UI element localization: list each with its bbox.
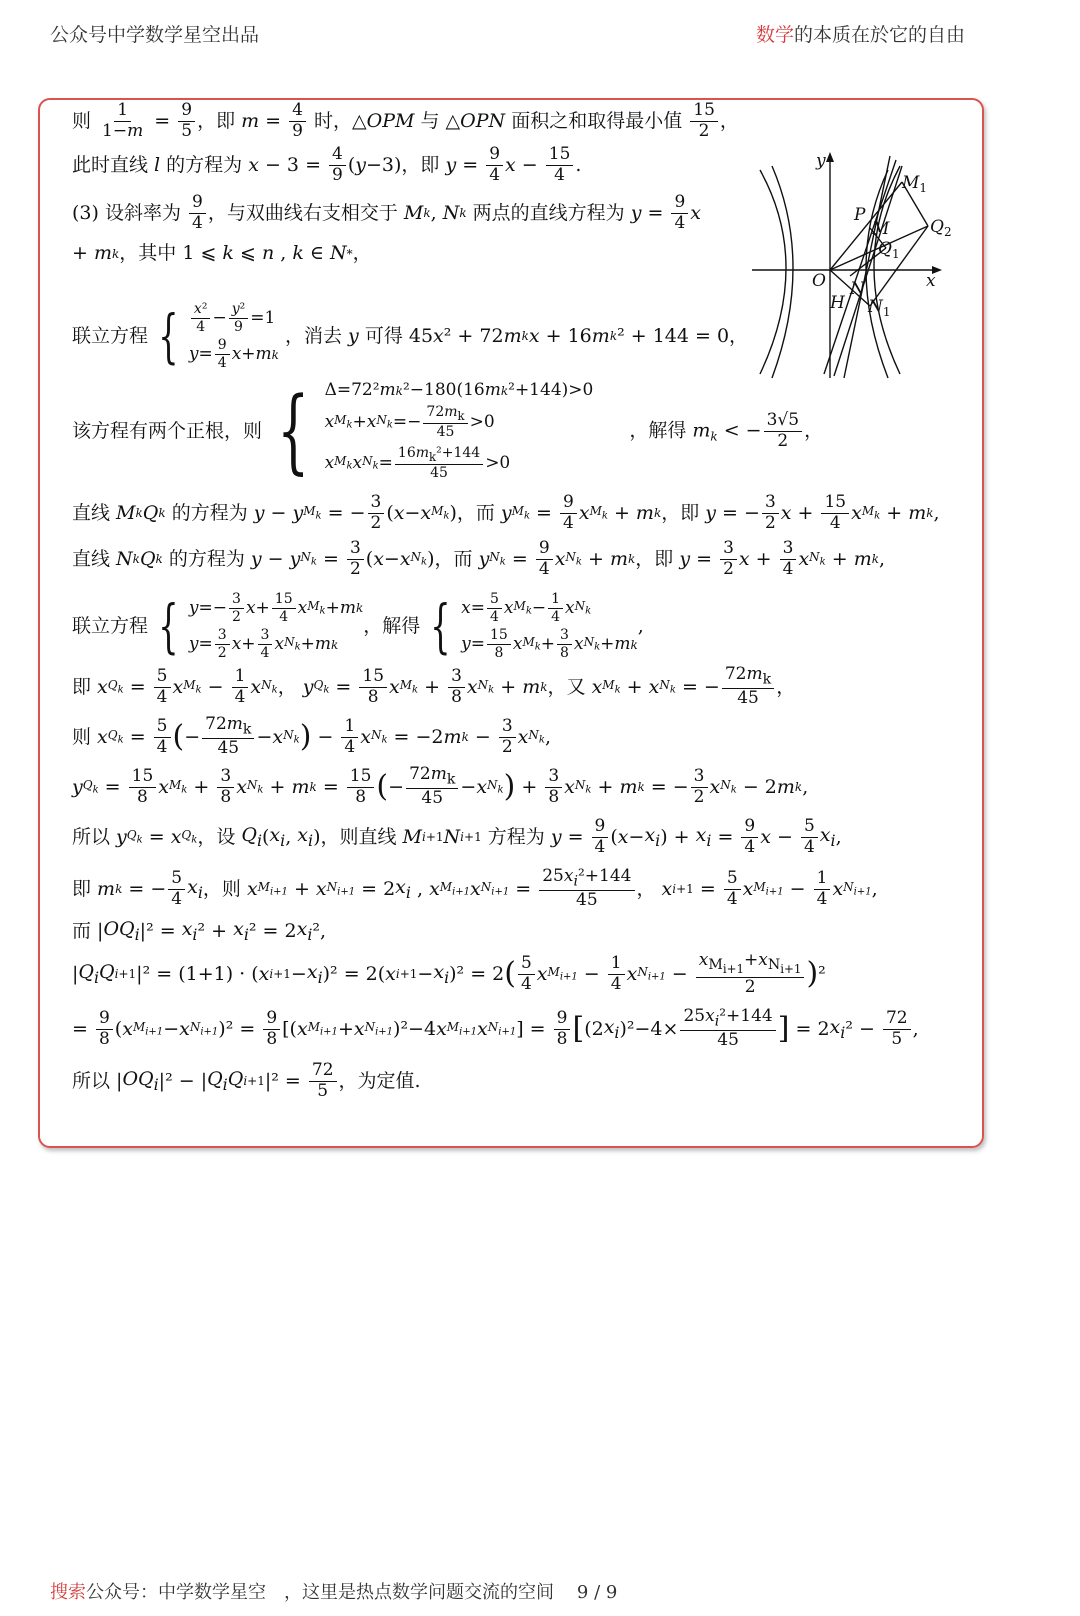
solution-line-18: 所以 | $OQ_i$ |² − | $Q_iQ$ i+1 |² = $\frac{72}{5}$ ，为定值. — [72, 1060, 421, 1101]
solution-line-14: 即 m k = − $\frac{5}{4}$ $x_i$ ，则 x $M_{i+1}$ + x $N_{i+1}$ = 2 $x_i$ , x $M_{i+1}$ x $N_{i+1}$ = $\frac{25x_i^2+144}{45}$ ， x i+1 = $\frac{5}{4}$ x $M_{i+1}$ − $\frac{1}{4}$ x $N_{i+1}$ , — [72, 866, 878, 911]
header-right-text — [756, 20, 965, 47]
solution-line-8: 直线 N k Q k 的方程为 y − y $N_k$ = $\frac{3}{2}$ ( x − x $N_k$ )，而 y $N_k$ = $\frac{9}{4}$ x $N_k$ + m k ，即 y = $\frac{3}{2}$ x + $\frac{3}{4}$ x $N_k$ + m k , — [72, 538, 886, 579]
line-1 — [824, 160, 896, 374]
footer-text: 公众号：中学数学星空 ，这里是热点数学问题交流的空间 — [86, 1582, 554, 1603]
solution-line-7: 直线 M k Q k 的方程为 y − y $M_k$ = − $\frac{3}{2}$ ( x − x $M_k$ )，而 y $M_k$ = $\frac{9}{4}$ x $M_k$ + m k ，即 y = − $\frac{3}{2}$ x + $\frac{15}{4}$ x $M_k$ + m k , — [72, 492, 940, 533]
footer — [50, 1578, 617, 1604]
page-number: 9 / 9 — [576, 1582, 618, 1603]
footer-accent: 搜索 — [50, 1582, 86, 1603]
line-2 — [834, 166, 902, 376]
header-rest: 的本质在於它的自由 — [793, 24, 965, 46]
header-accent: 数学 — [755, 24, 794, 46]
solution-line-9: 联立方程 { y =− $\frac{3}{2}$ x + $\frac{15}{4}$ x $M_k$ + m k y = $\frac{3}{2}$ x + $\frac{3}{4}$ x $N_k$ + m k ，解得 { x = $\frac{5}{4}$ x $M_k$ − $\frac{1}{4}$ x $N_k$ y = $\frac{15}{8}$ x $M_k$ + $\frac{3}{8}$ x $N_k$ + m k , — [72, 591, 644, 662]
solution-line-4: + m k ，其中 1 ⩽ k ⩽ n , k ∈ N * ， — [72, 242, 372, 264]
solution-line-11: 则 x $Q_k$ = $\frac{5}{4}$ ( − $\frac{72m_k}{45}$ − x $N_k$ ) − $\frac{1}{4}$ x $N_k$ = −2 m k − $\frac{3}{2}$ x $N_k$ , — [72, 714, 551, 759]
solution-line-13: 所以 y $Q_k$ = x $Q_k$ ，设 $Q_i$ ( $x_i$ , $x_i$ )，则直线 M i+1 N i+1 方程为 y = $\frac{9}{4}$ ( x − $x_i$ ) + $x_i$ = $\frac{9}{4}$ x − $\frac{5}{4}$ $x_i$ , — [72, 816, 842, 857]
line-3 — [844, 156, 890, 378]
label-O: O — [812, 271, 826, 291]
y-axis-arrow — [826, 152, 834, 162]
solution-line-17: = $\frac{9}{8}$ ( x $M_{i+1}$ − x $N_{i+1}$ )² = $\frac{9}{8}$ [( x $M_{i+1}$ + x $N_{i+1}$ )²−4 x $M_{i+1}$ x $N_{i+1}$ ] = $\frac{9}{8}$ [ (2 $x_i$ )²−4× $\frac{25x_i^2+144}{45}$ ] = 2 $x_i$ ² − $\frac{72}{5}$ , — [72, 1006, 919, 1051]
hyperbola-figure — [752, 146, 952, 386]
solution-line-15: 而 | $OQ_i$ |² = $x_i$ ² + $x_i$ ² = 2 $x_i$ ², — [72, 918, 327, 944]
solution-line-16: | $Q_iQ$ i+1 |² = (1+1) · ( x i+1 − $x_i$ )² = 2( x i+1 − $x_i$ )² = 2 ( $\frac{5}{4}$ x $M_{i+1}$ − $\frac{1}{4}$ x $N_{i+1}$ − $\frac{x_{M_{i+1}}+x_{N_{i+1}}}{2}$ ) ² — [72, 950, 826, 997]
header-left-text: 公众号中学数学星空出品 — [50, 24, 260, 46]
solution-line-1: 则 $\frac{1}{1-m}$ = $\frac{9}{5}$ ，即 m = $\frac{4}{9}$ 时，△ OPM 与 △ OPN 面积之和取得最小值 $\frac{15}{2}$ ， — [72, 100, 739, 141]
solution-line-6: 该方程有两个正根，则 { Δ=72² m k ²−180(16 m k ²+144)>0 x $M_k$ + x $N_k$ =− $\frac{72m_k}{45}$ >0 x $M_k$ x $N_k$ = $\frac{16m_k^2+144}{45}$ >0 ，解得 $m_k$ < − $\frac{3√5}{2}$ ， — [72, 377, 824, 485]
label-Q2: $Q_2$ — [930, 217, 952, 239]
label-M1: $M_1$ — [902, 173, 928, 195]
label-H: H — [830, 293, 845, 313]
label-M: M — [872, 219, 890, 239]
label-N1: $N_1$ — [868, 297, 891, 319]
label-Q1: $Q_1$ — [878, 239, 900, 261]
label-x: x — [926, 271, 936, 291]
label-N: N — [850, 279, 865, 299]
solution-line-2: 此时直线 l 的方程为 x − 3 = $\frac{4}{9}$ ( y −3)，即 y = $\frac{9}{4}$ x − $\frac{15}{4}$ . — [72, 144, 582, 185]
solution-line-5: 联立方程 { $\frac{\text{x²}}{4}$ − $\frac{\text{y²}}{9}$ =1 y = $\frac{9}{4}$ x + m k ，消去 y 可得 45 x ² + 72 m k x + 16 m k ² + 144 = 0， — [72, 301, 749, 372]
hyperbola-left-branch — [760, 170, 786, 374]
solution-line-10: 即 x $Q_k$ = $\frac{5}{4}$ x $M_k$ − $\frac{1}{4}$ x $N_k$ ， y $Q_k$ = $\frac{15}{8}$ x $M_k$ + $\frac{3}{8}$ x $N_k$ + m k ，又 x $M_k$ + x $N_k$ = − $\frac{72m_k}{45}$ ， — [72, 664, 796, 709]
hyperbola-left-branch-inner — [772, 166, 793, 378]
solution-line-12: y $Q_k$ = $\frac{15}{8}$ x $M_k$ + $\frac{3}{8}$ x $N_k$ + m k = $\frac{15}{8}$ ( − $\frac{72m_k}{45}$ − x $N_k$ ) + $\frac{3}{8}$ x $N_k$ + m k = − $\frac{3}{2}$ x $N_k$ − 2 m k , — [72, 764, 809, 809]
solution-line-3: (3) 设斜率为 $\frac{9}{4}$ ，与双曲线右支相交于 M k , N k 两点的直线方程为 y = $\frac{9}{4}$ x — [72, 192, 701, 233]
label-P: P — [854, 205, 866, 225]
label-y: y — [816, 151, 826, 171]
